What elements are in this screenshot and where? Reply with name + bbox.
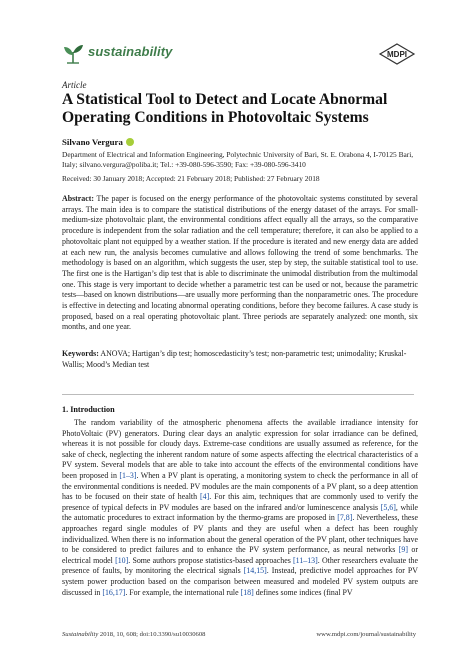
citation-link[interactable]: [14,15] [243,566,267,576]
intro-text: The random variability of the atmospheric phenomena affects the available irradiance intensity for PhotoVoltaic (PV) generators. During clear days an analytic expression for solar irradiance can be defined, whereas it is not possible for cloudy days. Extreme-case conditions are usually assumed as reference, for the sake of check, neglecting the inherent random nature of some aspects affecting the electrical characteristics of a PV system. Several models that are able to take into account the effects of the environmental conditions have been proposed in [62,418,418,480]
intro-text: . Instead, predictive model approaches for PV system power production based on the comparison between measured and modeled PV system outputs are discussed in [62,566,418,597]
abstract [62,194,418,333]
citation-link[interactable]: [9] [398,545,408,555]
section-heading: 1. Introduction [62,405,115,414]
intro-text: . Nevertheless, these approaches regard single modules of PV plants and they are useful when a defect has been roughly individualized. When there is no information about the general operation of the PV plant, other techniques have to be considered to predict failures and to enhance the PV system performance, as neural networks [62,513,418,555]
abstract-text: The paper is focused on the energy performance of the photovoltaic systems constituted by several arrays. The main idea is to compare the statistical distributions of the energy dataset of the arrays. For small-medium-size photovoltaic plant, the environmental conditions affect equally all the arrays, so the comparative procedure is independent from the solar radiation and the cell temperature; therefore, it can also be applied to a photovoltaic plant not equipped by a weather station. If the procedure is iterated and new energy data are added at each new run, the analysis becomes cumulative and allows following the trend of some benchmarks. The methodology is based on an algorithm, which suggests the user, step by step, the suitable statistical tool to use. The first one is the Hartigan’s dip test that is able to discriminate the unimodal distribution from the multimodal one. This stage is very important to decide whether a parametric test can be used or not, because the parametric tests—based on known distributions—are usually more performing than the nonparametric ones. The procedure is effective in detecting and locating abnormal operating conditions, before they become failures. A case study is proposed, based on a real operating photovoltaic plant. Three periods are separately analyzed: one month, six months, and one year. [62,194,418,332]
intro-text: . Other researchers evaluate the presence of faults, by monitoring the electrical signals [62,555,419,576]
footer-url[interactable]: www.mdpi.com/journal/sustainability [316,631,416,638]
footer-doi: 2018, 10, 608; doi:10.3390/su10030608 [98,631,206,638]
abstract-label: Abstract: [62,194,94,203]
citation-link[interactable]: [7,8] [337,513,353,523]
intro-text: or electrical model [62,545,419,565]
citation-link[interactable]: [11–13] [293,555,318,565]
article-type: Article [62,80,87,90]
citation-link[interactable]: [4] [200,492,210,502]
keywords [62,349,418,370]
citation-link[interactable]: [10] [115,555,129,565]
footer-journal: Sustainability [62,631,99,638]
citation-link[interactable]: [5,6] [380,502,396,512]
journal-name: sustainability [88,44,173,59]
intro-text: . When a PV plant is operating, a monitoring system to check the performance in all of the environmental conditions is needed. PV modules are the main components of a PV plant, so a deep attention has to be focused on their state of health [62,470,418,502]
introduction-paragraph [62,418,418,598]
intro-text: . Some authors propose statistics-based approaches [128,555,294,565]
intro-text: defines some indices (final PV [253,587,353,597]
citation-link[interactable]: [1–3] [119,470,137,480]
footer-citation [62,631,205,638]
author-name: Silvano Vergura [62,137,123,147]
intro-text: . For example, the international rule [125,587,241,597]
intro-text: . For this aim, techniques that are commonly used to verify the presence of typical defects in PV modules are based on the infrared and/or luminescence analysis [62,492,418,512]
sprout-icon [62,43,84,65]
affiliation: Department of Electrical and Information Engineering, Polytechnic University of Bari, St. E. Orabona 4, I-70125 Bari, Italy; silvano.vergura@poliba.it; Tel.: +39-080-596-3590; Fax: +39-080-596-3410 [62,150,414,169]
author-line [62,137,134,147]
section-divider [62,394,414,395]
publication-dates: Received: 30 January 2018; Accepted: 21 February 2018; Published: 27 February 2018 [62,174,320,183]
intro-text: , while the automatic procedures to extract information by the thermo-grams are proposed in [62,502,418,523]
mdpi-logo [378,43,416,65]
keywords-text: ANOVA; Hartigan’s dip test; homoscedasticity’s test; non-parametric test; unimodality; Kruskal-Wallis; Mood’s Median test [62,349,407,369]
keywords-label: Keywords: [62,349,99,358]
citation-link[interactable]: [18] [240,587,254,597]
citation-link[interactable]: [16,17] [102,587,126,597]
paper-title: A Statistical Tool to Detect and Locate Abnormal Operating Conditions in Photovoltaic Systems [62,91,388,126]
svg-text:MDPI: MDPI [387,50,407,59]
orcid-icon[interactable] [126,138,134,146]
